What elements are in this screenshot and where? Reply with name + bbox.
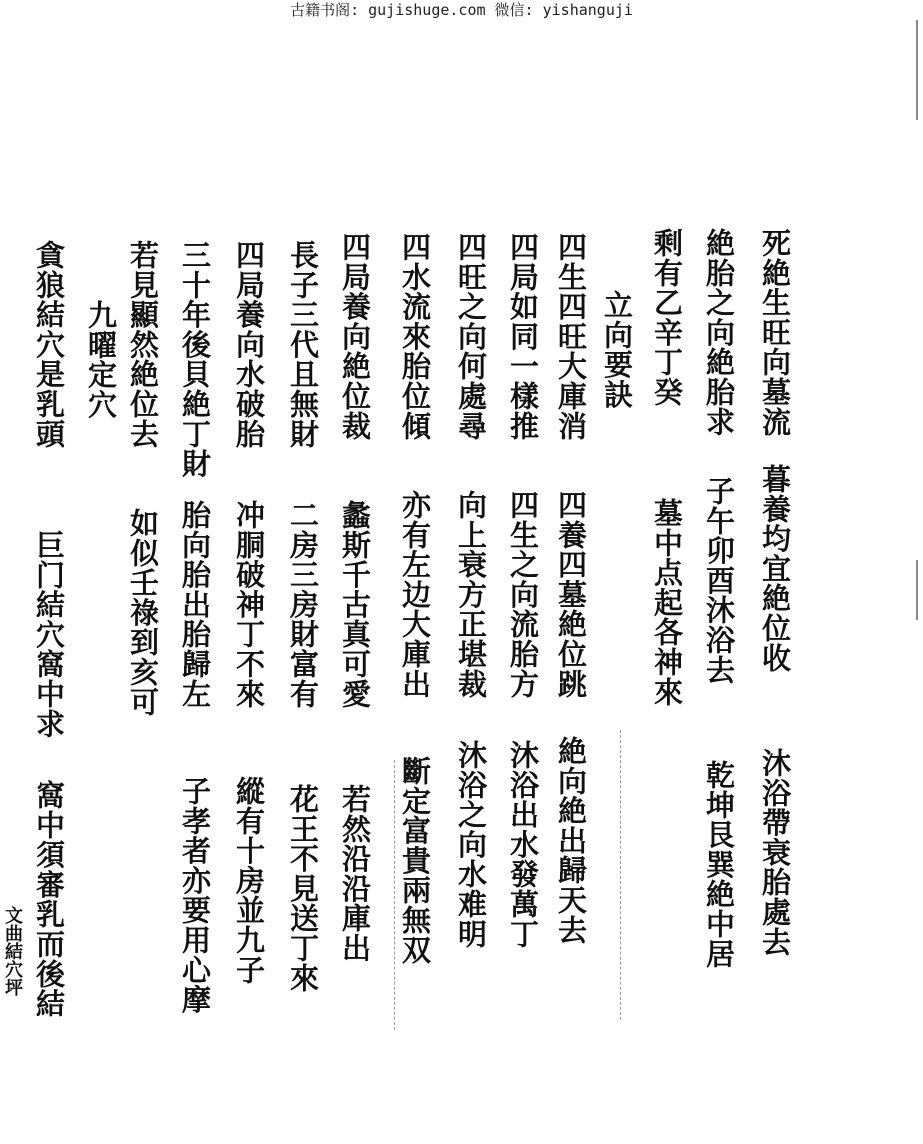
text-column-25: 冲胴破神丁不來 [232,500,266,709]
section-heading-2: 九曜定穴 [84,300,118,420]
text-column-34: 斷定富貴兩無双 [398,756,432,965]
text-column-28: 巨门結穴窩中求 [32,530,66,739]
text-column-1: 死絶生旺向墓流 [758,228,792,437]
section-heading: 立向要訣 [600,290,634,410]
text-column-29: 沐浴帶衰胎處去 [758,748,792,957]
text-column-15: 貪狼結穴是乳頭 [32,240,66,449]
text-column-23: 蠡斯千古真可愛 [338,500,372,709]
text-column-9: 四局養向絶位裁 [338,232,372,441]
text-column-36: 花王不見送丁來 [286,784,320,993]
text-column-11: 四局養向水破胎 [232,240,266,449]
page-edge-mark-2 [916,560,918,620]
text-column-39: 窩中須審乳而後結 [32,780,66,1019]
text-column-13: 若見顯然絶位去 [126,240,160,449]
page-edge-mark [916,20,918,120]
text-column-37: 縱有十房並九子 [232,776,266,985]
text-column-7: 四旺之向何處尋 [454,232,488,441]
text-column-27: 如似壬祿到亥可 [126,508,160,717]
text-column-16: 暮養均宜絶位收 [758,464,792,673]
text-column-26: 胎向胎出胎歸左 [178,500,212,709]
text-column-33: 沐浴之向水难明 [454,740,488,949]
text-column-17: 子午卯酉沐浴去 [702,476,736,685]
text-column-6: 四局如同一樣推 [506,232,540,441]
column-rule [394,760,395,1030]
text-column-8: 四水流來胎位傾 [398,232,432,441]
margin-note: 文曲結穴坪 [2,906,23,996]
text-column-12: 三十年後貝絶丁財 [178,240,212,479]
text-column-21: 向上衰方正堪裁 [454,490,488,699]
watermark-header: 古籍书阁: gujishuge.com 微信: yishanguji [290,1,633,19]
text-column-30: 乾坤艮巽絶中居 [702,760,736,969]
text-column-18: 墓中点起各神來 [650,498,684,707]
text-column-2: 絶胎之向絶胎求 [702,228,736,437]
text-column-35: 若然沿沿庫出 [338,784,372,963]
text-column-32: 沐浴出水發萬丁 [506,740,540,949]
text-column-38: 子孝者亦要用心摩 [178,776,212,1015]
text-column-22: 亦有左边大庫出 [398,490,432,699]
text-column-31: 絶向絶出歸天去 [554,736,588,945]
text-column-24: 二房三房財富有 [286,500,320,709]
text-column-19: 四養四墓絶位跳 [554,490,588,699]
text-column-10: 長子三代且無財 [286,240,320,449]
text-column-5: 四生四旺大庫消 [554,232,588,441]
text-column-20: 四生之向流胎方 [506,490,540,699]
column-rule-2 [620,730,621,1020]
text-column-3: 剩有乙辛丁癸 [650,228,684,407]
